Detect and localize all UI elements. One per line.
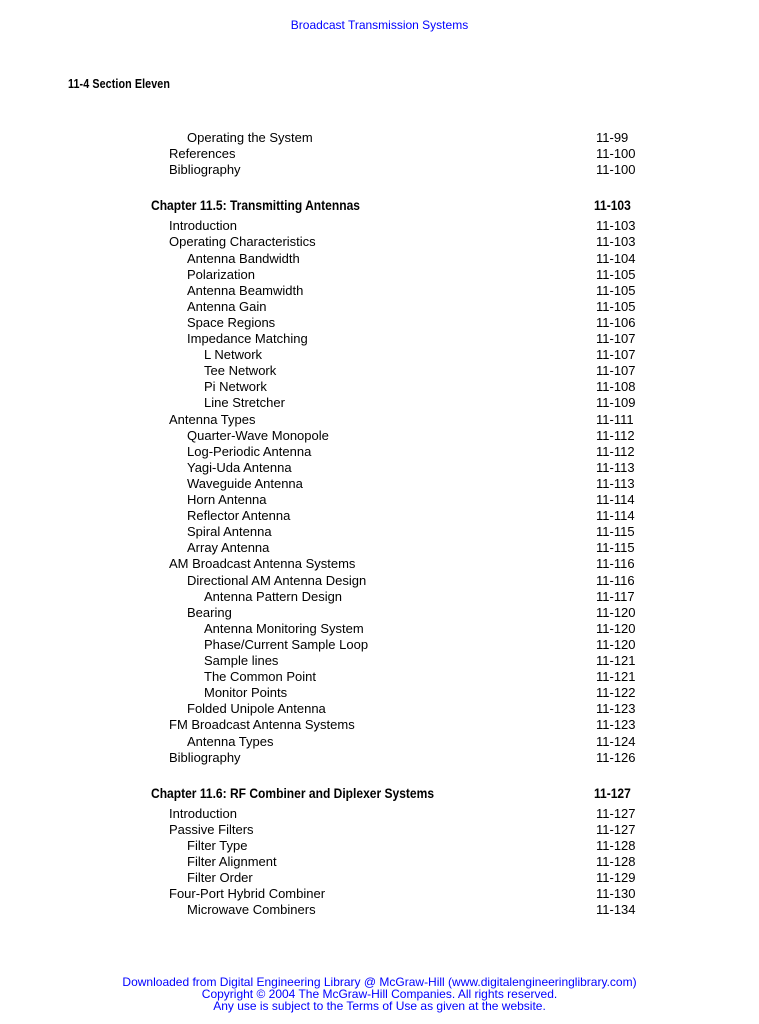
- toc-entry[interactable]: [0, 589, 759, 605]
- toc-entry[interactable]: [0, 347, 759, 363]
- toc-entry-page: 11-100: [596, 146, 636, 162]
- toc-entry-label: Filter Order: [187, 870, 253, 886]
- toc-entry-page: 11-105: [596, 298, 636, 314]
- toc-entry[interactable]: [0, 870, 759, 886]
- toc-entry[interactable]: [0, 573, 759, 589]
- toc-entry-page: 11-117: [596, 588, 635, 604]
- toc-entry[interactable]: [0, 637, 759, 653]
- toc-entry[interactable]: [0, 492, 759, 508]
- toc-entry[interactable]: [0, 734, 759, 750]
- toc-entry-label: FM Broadcast Antenna Systems: [169, 717, 355, 733]
- toc-entry-label: Directional AM Antenna Design: [187, 572, 367, 588]
- toc-entry-page: 11-103: [596, 234, 636, 250]
- toc-entry[interactable]: [0, 146, 759, 162]
- toc-entry-label: Yagi-Uda Antenna: [187, 459, 292, 475]
- toc-entry-page: 11-107: [596, 363, 636, 379]
- toc-entry-page: 11-103: [596, 218, 636, 234]
- toc-entry-label: Microwave Combiners: [187, 902, 316, 918]
- toc-entry[interactable]: [0, 838, 759, 854]
- toc-entry[interactable]: [0, 460, 759, 476]
- toc-entry-page: 11-103: [594, 197, 631, 214]
- toc-entry-page: 11-108: [596, 379, 636, 395]
- toc-entry[interactable]: [0, 717, 759, 733]
- toc-entry-page: 11-100: [596, 162, 636, 178]
- toc-entry-page: 11-115: [596, 540, 635, 556]
- toc-entry-page: 11-114: [596, 492, 635, 507]
- toc-entry-label: L Network: [204, 347, 263, 363]
- toc-entry-page: 11-107: [596, 331, 636, 346]
- toc-entry-page: 11-128: [596, 854, 636, 869]
- toc-entry-label: Waveguide Antenna: [187, 475, 303, 491]
- toc-entry[interactable]: [0, 806, 759, 822]
- toc-entry-label: References: [169, 146, 236, 162]
- footer-copyright: Copyright © 2004 The McGraw-Hill Companies. All rights reserved.: [201, 987, 558, 1001]
- toc-entry[interactable]: [0, 556, 759, 572]
- toc-entry-label: Array Antenna: [187, 540, 270, 556]
- toc-entry[interactable]: [0, 299, 759, 315]
- toc-entry-page: 11-127: [596, 821, 636, 837]
- toc-entry[interactable]: [0, 669, 759, 685]
- toc-entry[interactable]: [0, 412, 759, 428]
- toc-entry-label: Passive Filters: [169, 821, 254, 837]
- toc-entry-label: Filter Type: [187, 837, 248, 853]
- toc-entry-label: Antenna Bandwidth: [187, 250, 300, 266]
- toc-entry-label: Quarter-Wave Monopole: [187, 427, 329, 443]
- toc-entry-page: 11-127: [596, 805, 636, 821]
- toc-entry[interactable]: [0, 444, 759, 460]
- toc-entry[interactable]: [0, 162, 759, 178]
- toc-entry-label: Four-Port Hybrid Combiner: [169, 886, 326, 902]
- toc-entry-page: 11-105: [596, 282, 636, 298]
- toc-entry-label: The Common Point: [204, 669, 316, 685]
- toc-entry-label: Antenna Beamwidth: [187, 282, 304, 298]
- toc-entry-page: 11-129: [596, 870, 636, 886]
- footer-terms-link[interactable]: Any use is subject to the Terms of Use as given at the website.: [213, 999, 546, 1013]
- toc-entry-page: 11-112: [596, 427, 635, 443]
- toc-entry-label: Horn Antenna: [187, 492, 267, 507]
- toc-entry-label: Tee Network: [204, 363, 277, 379]
- toc-entry-page: 11-116: [596, 556, 635, 572]
- toc-entry[interactable]: [0, 218, 759, 234]
- toc-entry-page: 11-105: [596, 266, 636, 282]
- toc-entry[interactable]: [0, 902, 759, 918]
- toc-entry-label: Folded Unipole Antenna: [187, 701, 326, 717]
- toc-entry[interactable]: [0, 685, 759, 701]
- toc-entry-page: 11-122: [596, 685, 636, 701]
- toc-entry[interactable]: [0, 395, 759, 411]
- toc-entry[interactable]: [0, 130, 759, 146]
- toc-entry-label: Spiral Antenna: [187, 524, 272, 540]
- toc-entry-page: 11-120: [596, 604, 636, 620]
- toc-entry-label: Bibliography: [169, 749, 241, 765]
- toc-entry[interactable]: [0, 540, 759, 556]
- toc-entry-page: 11-128: [596, 837, 636, 853]
- toc-entry-page: 11-106: [596, 314, 636, 330]
- toc-entry-page: 11-116: [596, 572, 635, 588]
- toc-entry-label: Chapter 11.5: Transmitting Antennas: [151, 197, 360, 214]
- toc-entry-label: Bearing: [187, 604, 232, 620]
- toc-entry-label: Impedance Matching: [187, 331, 308, 346]
- toc-entry-page: 11-111: [596, 411, 634, 427]
- toc-entry[interactable]: [0, 428, 759, 444]
- section-header: 11-4 Section Eleven: [68, 77, 171, 91]
- toc-entry[interactable]: [0, 854, 759, 870]
- toc-entry[interactable]: [0, 524, 759, 540]
- toc-entry-page: 11-109: [596, 395, 636, 411]
- toc-entry-page: 11-130: [596, 886, 636, 902]
- toc-entry[interactable]: [0, 379, 759, 395]
- toc-entry-page: 11-115: [596, 524, 635, 540]
- toc-entry-page: 11-134: [596, 902, 636, 918]
- toc-entry-label: Operating the System: [187, 130, 313, 145]
- toc-entry[interactable]: [0, 476, 759, 492]
- toc-entry-page: 11-123: [596, 701, 636, 717]
- toc-entry-page: 11-120: [596, 636, 636, 652]
- toc-entry-label: Polarization: [187, 266, 255, 282]
- toc-entry-label: Antenna Types: [169, 411, 256, 427]
- toc-entry-label: Reflector Antenna: [187, 508, 291, 524]
- toc-entry-label: Introduction: [169, 218, 237, 234]
- toc-entry[interactable]: [0, 331, 759, 347]
- toc-entry-label: Log-Periodic Antenna: [187, 443, 312, 459]
- toc-entry[interactable]: [0, 267, 759, 283]
- toc-entry-label: Line Stretcher: [204, 395, 285, 411]
- toc-entry-label: AM Broadcast Antenna Systems: [169, 556, 356, 572]
- toc-entry-label: Antenna Types: [187, 733, 274, 749]
- toc-entry-page: 11-112: [596, 443, 635, 459]
- toc-entry-page: 11-127: [594, 784, 631, 801]
- toc-entry-label: Space Regions: [187, 314, 276, 330]
- toc-entry[interactable]: [0, 886, 759, 902]
- toc-entry-page: 11-104: [596, 250, 636, 266]
- toc-entry[interactable]: [0, 508, 759, 524]
- toc-entry[interactable]: [0, 605, 759, 621]
- toc-entry-page: 11-126: [596, 749, 636, 765]
- toc-entry-page: 11-121: [596, 653, 636, 668]
- toc-entry-page: 11-124: [596, 733, 636, 749]
- toc-entry-label: Operating Characteristics: [169, 234, 316, 250]
- toc-entry-label: Antenna Monitoring System: [204, 620, 364, 636]
- toc-entry-page: 11-121: [596, 669, 636, 685]
- toc-entry-page: 11-120: [596, 620, 636, 636]
- toc-entry-label: Antenna Gain: [187, 298, 267, 314]
- book-title-link[interactable]: Broadcast Transmission Systems: [290, 18, 469, 32]
- toc-entry-label: Phase/Current Sample Loop: [204, 636, 369, 652]
- toc-entry[interactable]: [0, 251, 759, 267]
- toc-entry-page: 11-114: [596, 508, 635, 524]
- toc-entry[interactable]: [0, 701, 759, 717]
- toc-entry-label: Monitor Points: [204, 685, 288, 701]
- toc-entry[interactable]: [0, 363, 759, 379]
- toc-entry-page: 11-99: [596, 130, 629, 145]
- toc-entry-label: Filter Alignment: [187, 854, 277, 869]
- toc-entry[interactable]: [0, 283, 759, 299]
- toc-entry-label: Bibliography: [169, 162, 241, 178]
- footer-download-link[interactable]: Downloaded from Digital Engineering Library @ McGraw-Hill (www.digitalengineeringlibrary.com): [122, 975, 637, 989]
- toc-entry-label: Chapter 11.6: RF Combiner and Diplexer Systems: [151, 784, 435, 801]
- toc-entry[interactable]: [0, 653, 759, 669]
- toc-chapter-heading[interactable]: [0, 196, 759, 214]
- toc-entry-page: 11-113: [596, 475, 635, 491]
- toc-entry[interactable]: [0, 234, 759, 250]
- toc-entry-page: 11-107: [596, 347, 636, 363]
- toc-entry-label: Introduction: [169, 805, 237, 821]
- footer: [0, 976, 759, 1012]
- toc-entry-page: 11-113: [596, 459, 635, 475]
- toc-entry[interactable]: [0, 621, 759, 637]
- toc-chapter-heading[interactable]: [0, 784, 759, 802]
- toc-entry-label: Sample lines: [204, 653, 279, 668]
- toc-entry[interactable]: [0, 315, 759, 331]
- toc-entry[interactable]: [0, 750, 759, 766]
- toc-entry[interactable]: [0, 822, 759, 838]
- toc-entry-page: 11-123: [596, 717, 636, 733]
- toc-entry-label: Antenna Pattern Design: [204, 588, 343, 604]
- toc-entry-label: Pi Network: [204, 379, 267, 395]
